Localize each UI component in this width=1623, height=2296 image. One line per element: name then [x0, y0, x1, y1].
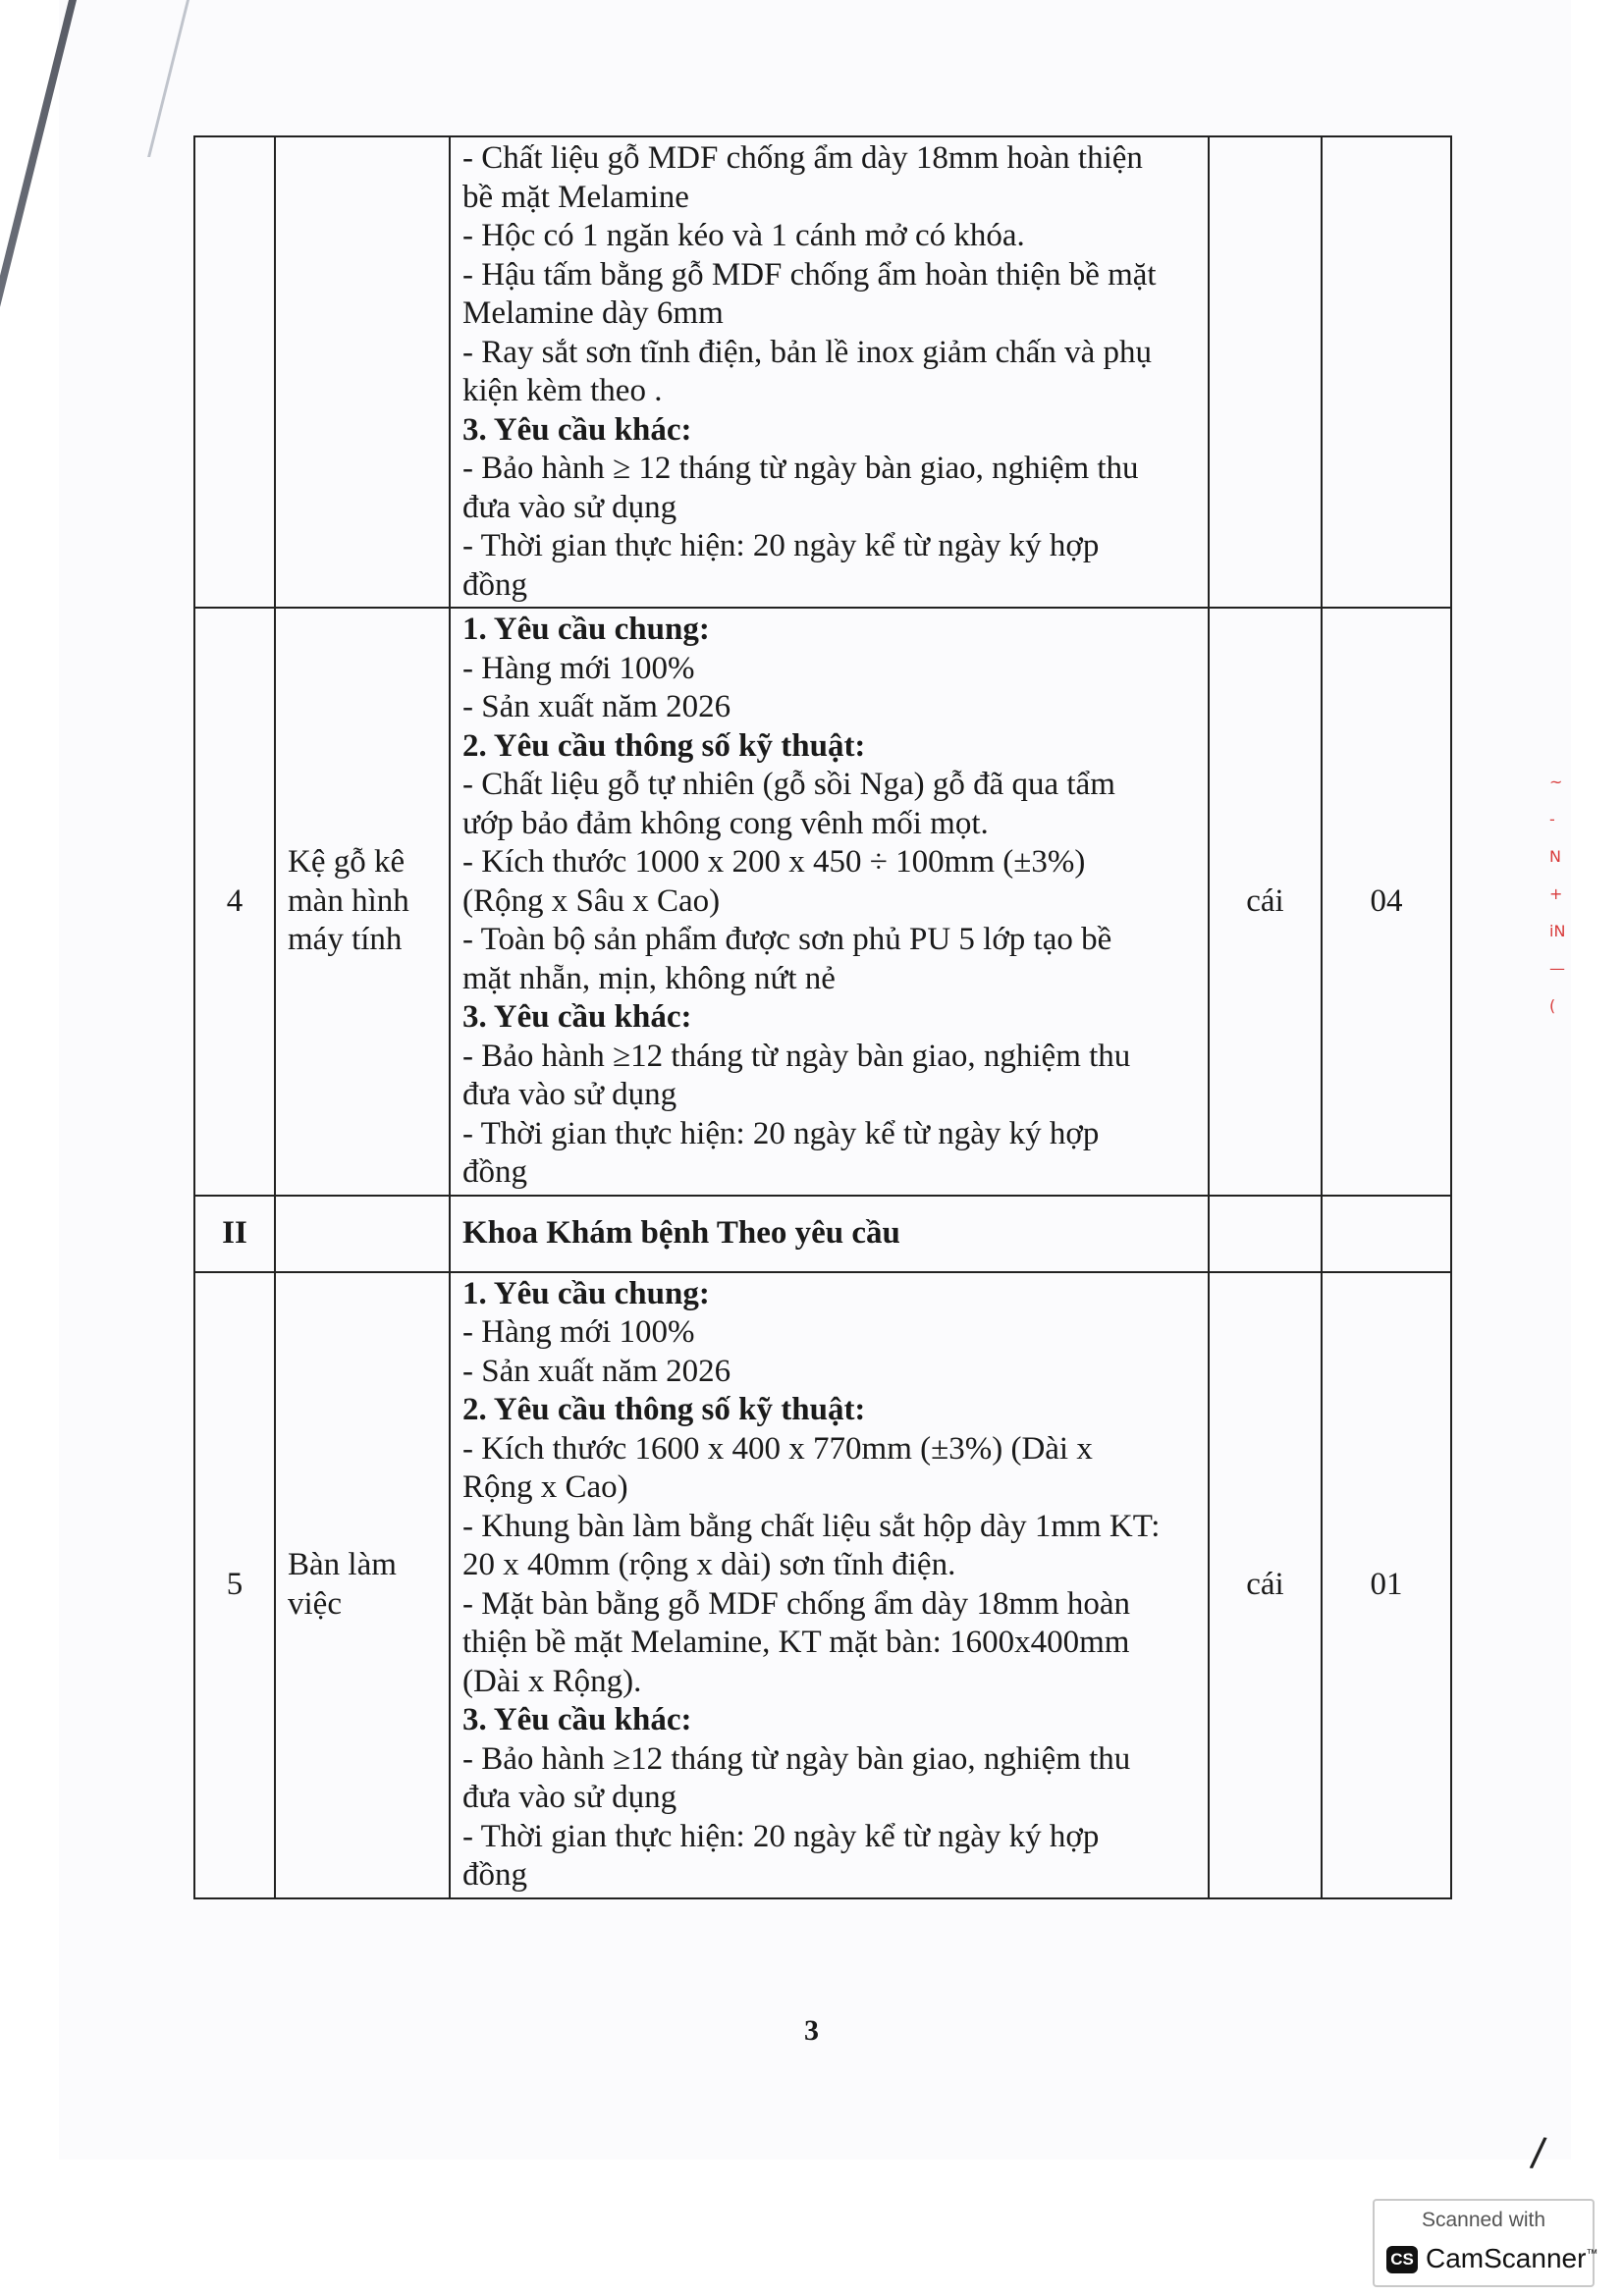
item-number	[194, 136, 275, 608]
spec-line: - Thời gian thực hiện: 20 ngày kể từ ngày ký hợp	[462, 528, 1100, 563]
watermark-caption: Scanned with	[1421, 2209, 1546, 2231]
item-name-line: Kệ gỗ kê	[288, 844, 406, 880]
page-number: 3	[804, 2014, 819, 2047]
table-row	[194, 608, 1451, 1196]
table-row	[194, 136, 1451, 608]
spec-line: - Chất liệu gỗ tự nhiên (gỗ sồi Nga) gỗ đã qua tẩm	[462, 767, 1115, 802]
spec-line: - Mặt bàn bằng gỗ MDF chống ẩm dày 18mm hoàn	[462, 1585, 1131, 1622]
spec-line: - Khung bàn làm bằng chất liệu sắt hộp dày 1mm KT:	[462, 1508, 1161, 1544]
watermark-trademark: ™	[1586, 2246, 1598, 2261]
spec-heading: 3. Yêu cầu khác:	[462, 999, 692, 1035]
spec-line: Melamine dày 6mm	[462, 295, 724, 331]
spec-line: đưa vào sử dụng	[462, 489, 677, 525]
item-name-line: màn hình	[288, 882, 409, 919]
spec-line: Rộng x Cao)	[462, 1469, 628, 1505]
item-quantity: 01	[1322, 1272, 1451, 1898]
item-name-line: Bàn làm	[288, 1547, 397, 1582]
spec-line: đưa vào sử dụng	[462, 1780, 677, 1815]
section-qty-cell	[1322, 1196, 1451, 1272]
spec-line: 20 x 40mm (rộng x dài) sơn tĩnh điện.	[462, 1547, 956, 1582]
spec-line: - Hộc có 1 ngăn kéo và 1 cánh mở có khóa.	[462, 218, 1025, 253]
spec-line: - Bảo hành ≥12 tháng từ ngày bàn giao, nghiệm thu	[462, 1740, 1131, 1777]
spec-line: thiện bề mặt Melamine, KT mặt bàn: 1600x400mm	[462, 1625, 1130, 1660]
margin-stamp-marks	[1549, 764, 1579, 1058]
spec-line: - Kích thước 1600 x 400 x 770mm (±3%) (Dài x	[462, 1430, 1093, 1467]
camscanner-watermark	[1373, 2199, 1598, 2287]
spec-line: đồng	[462, 566, 527, 603]
item-specification	[450, 608, 1209, 1196]
spec-line: - Hậu tấm bằng gỗ MDF chống ẩm hoàn thiện bề mặt	[462, 256, 1157, 293]
spec-line: (Rộng x Sâu x Cao)	[462, 882, 721, 919]
spec-line: mặt nhẵn, mịn, không nứt nẻ	[462, 960, 836, 996]
item-specification	[450, 136, 1209, 608]
spec-line: đồng	[462, 1154, 527, 1190]
spec-heading: 3. Yêu cầu khác:	[462, 411, 692, 448]
margin-mark: N	[1549, 847, 1561, 866]
spec-line: kiện kèm theo .	[462, 373, 663, 408]
spec-line: - Hàng mới 100%	[462, 1314, 695, 1350]
spec-line: - Hàng mới 100%	[462, 650, 695, 686]
margin-mark: ~	[1549, 773, 1563, 791]
item-number: 5	[194, 1272, 275, 1898]
item-specification	[450, 1272, 1209, 1898]
watermark-brand	[1426, 2243, 1597, 2274]
item-unit	[1209, 136, 1322, 608]
handwritten-mark: /	[1528, 2129, 1548, 2176]
spec-line: - Sản xuất năm 2026	[462, 689, 731, 724]
spec-line: ướp bảo đảm không cong vênh mối mọt.	[462, 805, 989, 841]
watermark-brand-name: CamScanner	[1426, 2243, 1587, 2273]
item-unit: cái	[1209, 608, 1322, 1196]
spec-heading: 3. Yêu cầu khác:	[462, 1702, 692, 1737]
spec-line: - Bảo hành ≥ 12 tháng từ ngày bàn giao, nghiệm thu	[462, 451, 1139, 486]
section-unit-cell	[1209, 1196, 1322, 1272]
item-name	[275, 136, 450, 608]
camscanner-logo-icon: CS	[1386, 2246, 1418, 2273]
spec-line: - Ray sắt sơn tĩnh điện, bản lề inox giảm chấn và phụ	[462, 334, 1153, 370]
item-number: 4	[194, 608, 275, 1196]
spec-line: - Kích thước 1000 x 200 x 450 ÷ 100mm (±3%)	[462, 844, 1086, 880]
item-name	[275, 1272, 450, 1898]
spec-line: đồng	[462, 1857, 527, 1893]
item-name-line: việc	[288, 1585, 342, 1622]
table-row	[194, 1272, 1451, 1898]
spec-heading: 1. Yêu cầu chung:	[462, 1275, 710, 1311]
spec-line: - Thời gian thực hiện: 20 ngày kể từ ngày ký hợp	[462, 1115, 1100, 1151]
spec-line: - Sản xuất năm 2026	[462, 1353, 731, 1389]
section-number: II	[194, 1196, 275, 1272]
item-name	[275, 608, 450, 1196]
item-unit: cái	[1209, 1272, 1322, 1898]
spec-line: - Thời gian thực hiện: 20 ngày kể từ ngày ký hợp	[462, 1818, 1100, 1854]
specification-table	[193, 135, 1452, 1899]
spec-line: - Chất liệu gỗ MDF chống ẩm dày 18mm hoàn thiện	[462, 140, 1143, 176]
spec-heading: 2. Yêu cầu thông số kỹ thuật:	[462, 727, 866, 764]
margin-mark: +	[1549, 884, 1563, 903]
margin-mark: iN	[1549, 922, 1566, 940]
item-quantity: 04	[1322, 608, 1451, 1196]
section-row	[194, 1196, 1451, 1272]
spec-heading: 1. Yêu cầu chung:	[462, 612, 710, 647]
section-title: Khoa Khám bệnh Theo yêu cầu	[450, 1196, 1209, 1272]
spec-heading: 2. Yêu cầu thông số kỹ thuật:	[462, 1392, 866, 1427]
margin-mark: (	[1549, 996, 1556, 1015]
margin-mark: -	[1549, 810, 1555, 828]
spec-line: - Bảo hành ≥12 tháng từ ngày bàn giao, nghiệm thu	[462, 1038, 1131, 1074]
spec-line: - Toàn bộ sản phẩm được sơn phủ PU 5 lớp tạo bề	[462, 922, 1112, 957]
spec-line: đưa vào sử dụng	[462, 1077, 677, 1112]
margin-mark: —	[1549, 959, 1565, 978]
item-name-line: máy tính	[288, 922, 403, 957]
section-name-cell	[275, 1196, 450, 1272]
spec-line: bề mặt Melamine	[462, 179, 689, 215]
item-quantity	[1322, 136, 1451, 608]
specification-table-body	[194, 136, 1451, 1898]
spec-line: (Dài x Rộng).	[462, 1663, 642, 1699]
